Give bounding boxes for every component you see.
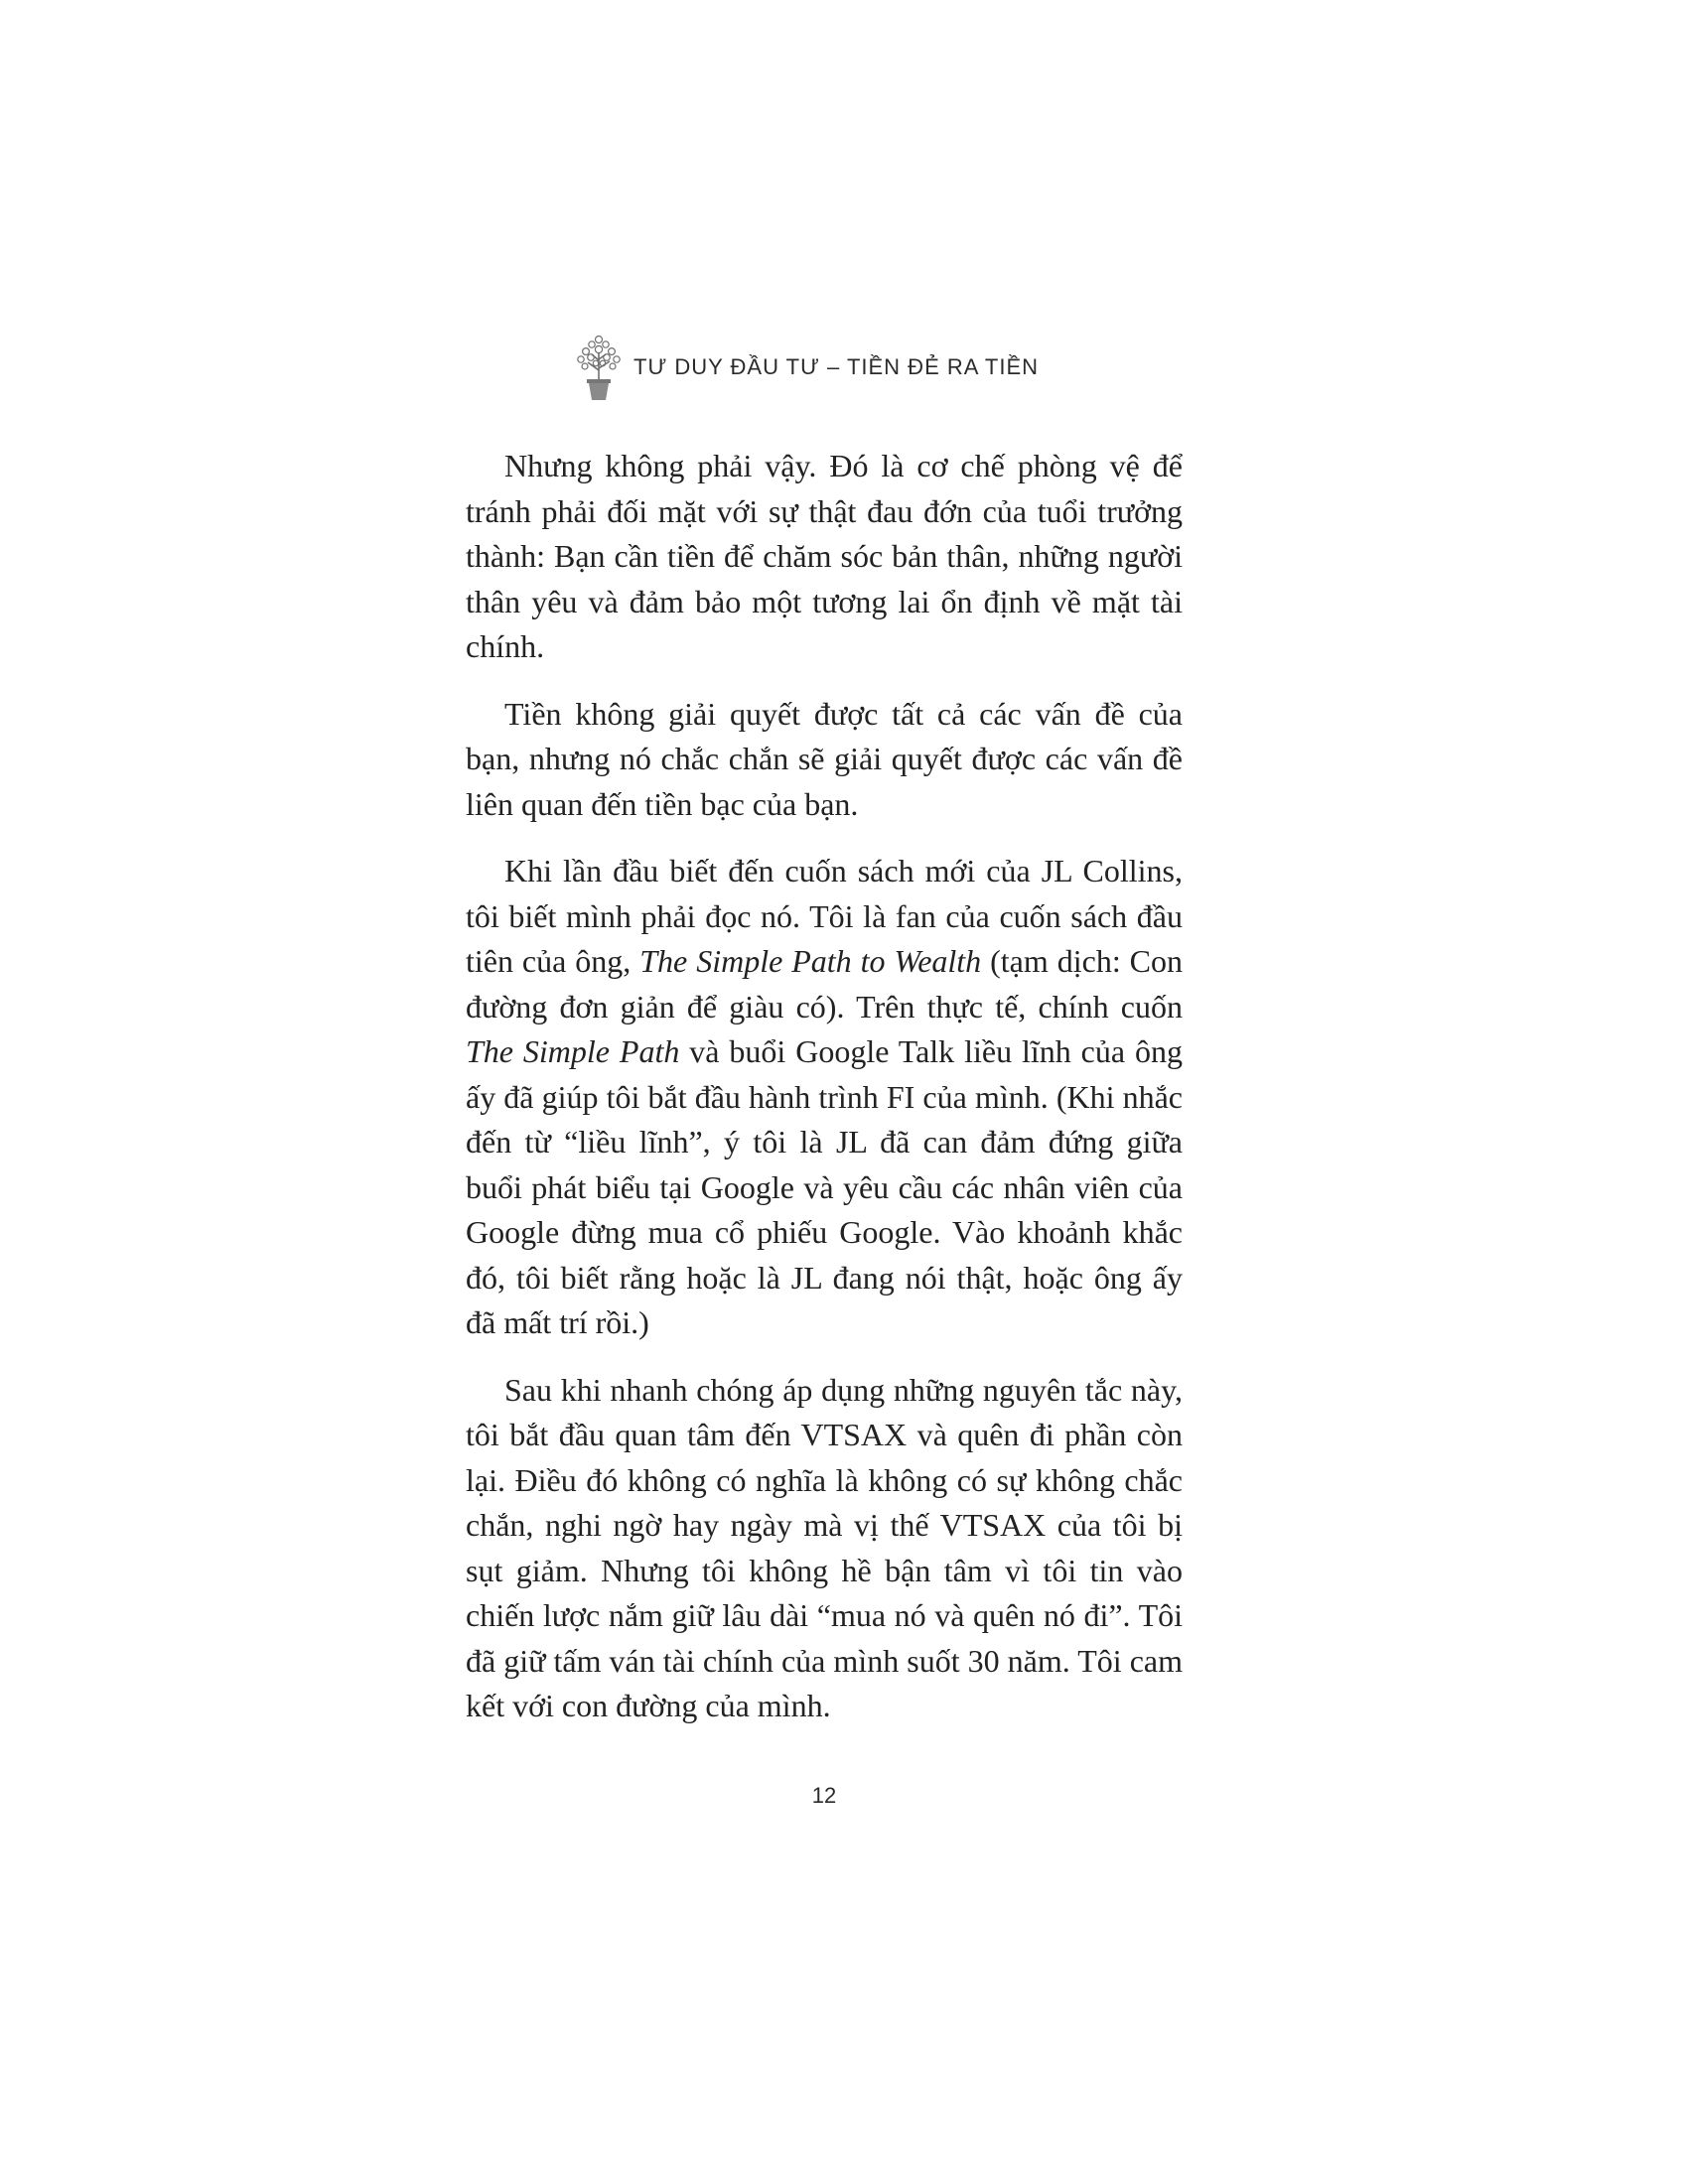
page-number: 12 xyxy=(811,1783,837,1808)
paragraph-text: Khi lần đầu biết đến cuốn sách mới của JL Collins, tôi biết mình phải đọc nó. Tôi là fan của cuốn sách đầu tiên của ông, xyxy=(466,853,1183,979)
running-header xyxy=(576,333,1039,402)
paragraph xyxy=(466,849,1183,1346)
paragraph-text: (tạm dịch: Con đường đơn giản để giàu có). Trên thực tế, chính cuốn xyxy=(466,943,1184,1024)
running-header-title: TƯ DUY ĐẦU TƯ – TIỀN ĐẺ RA TIỀN xyxy=(633,354,1040,379)
book-title: The Simple Path xyxy=(466,1033,680,1069)
book-title: The Simple Path to Wealth xyxy=(639,943,982,979)
paragraph-text: và buổi Google Talk liều lĩnh của ông ấy đã giúp tôi bắt đầu hành trình FI của mình. (Khi nhắc đến từ “liều lĩnh”, ý tôi là JL đã can đảm đứng giữa buổi phát biểu tại Google và yêu cầu các nhân viên của Google đừng mua cổ phiếu Google. Vào khoảnh khắc đó, tôi biết rằng hoặc là JL đang nói thật, hoặc ông ấy đã mất trí rồi.) xyxy=(466,1033,1184,1340)
paragraph: Nhưng không phải vậy. Đó là cơ chế phòng vệ để tránh phải đối mặt với sự thật đau đớn của tuổi trưởng thành: Bạn cần tiền để chăm sóc bản thân, những người thân yêu và đảm bảo một tương lai ổn định về mặt tài chính. xyxy=(466,448,1183,664)
paragraph: Tiền không giải quyết được tất cả các vấn đề của bạn, nhưng nó chắc chắn sẽ giải quyết được các vấn đề liên quan đến tiền bạc của bạn. xyxy=(466,695,1183,822)
paragraph: Sau khi nhanh chóng áp dụng những nguyên tắc này, tôi bắt đầu quan tâm đến VTSAX và quên đi phần còn lại. Điều đó không có nghĩa là không có sự không chắc chắn, nghi ngờ hay ngày mà vị thế VTSAX của tôi bị sụt giảm. Nhưng tôi không hề bận tâm vì tôi tin vào chiến lược nắm giữ lâu dài “mua nó và quên nó đi”. Tôi đã giữ tấm ván tài chính của mình suốt 30 năm. Tôi cam kết với con đường của mình. xyxy=(466,1371,1183,1723)
bonsai-tree-icon xyxy=(576,333,622,402)
body-text xyxy=(466,444,1183,1751)
